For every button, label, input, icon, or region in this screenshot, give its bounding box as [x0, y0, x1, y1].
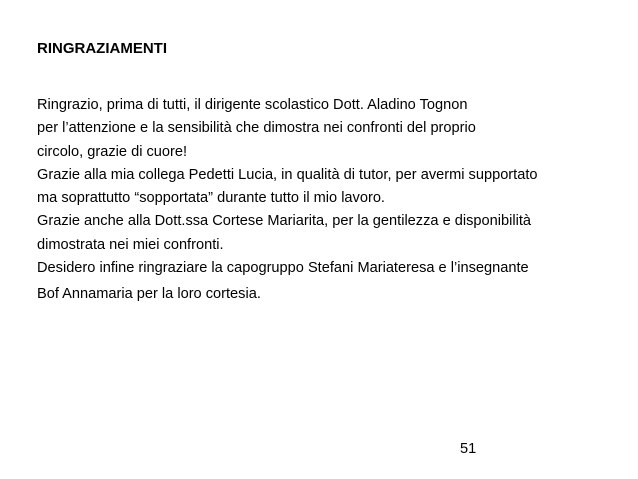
text-line: ma soprattutto “sopportata” durante tutto il mio lavoro. — [37, 190, 385, 207]
text-line: dimostrata nei miei confronti. — [37, 236, 224, 253]
text-line: Grazie anche alla Dott.ssa Cortese Mariarita, per la gentilezza e disponibilità — [37, 213, 531, 230]
text-line: Ringrazio, prima di tutti, il dirigente scolastico Dott. Aladino Tognon — [37, 97, 468, 113]
text-line: Desidero infine ringraziare la capogruppo Stefani Mariateresa e l’insegnante — [37, 260, 529, 277]
text-line: Bof Annamaria per la loro cortesia. — [37, 286, 261, 303]
text-line: Grazie alla mia collega Pedetti Lucia, in qualità di tutor, per avermi supportato — [37, 166, 538, 183]
acknowledgements-paragraph — [37, 94, 627, 307]
text-line: circolo, grazie di cuore! — [37, 143, 188, 160]
page-number: 51 — [460, 441, 477, 457]
text-line: per l’attenzione e la sensibilità che dimostra nei confronti del proprio — [37, 120, 476, 137]
section-heading: RINGRAZIAMENTI — [37, 40, 167, 57]
